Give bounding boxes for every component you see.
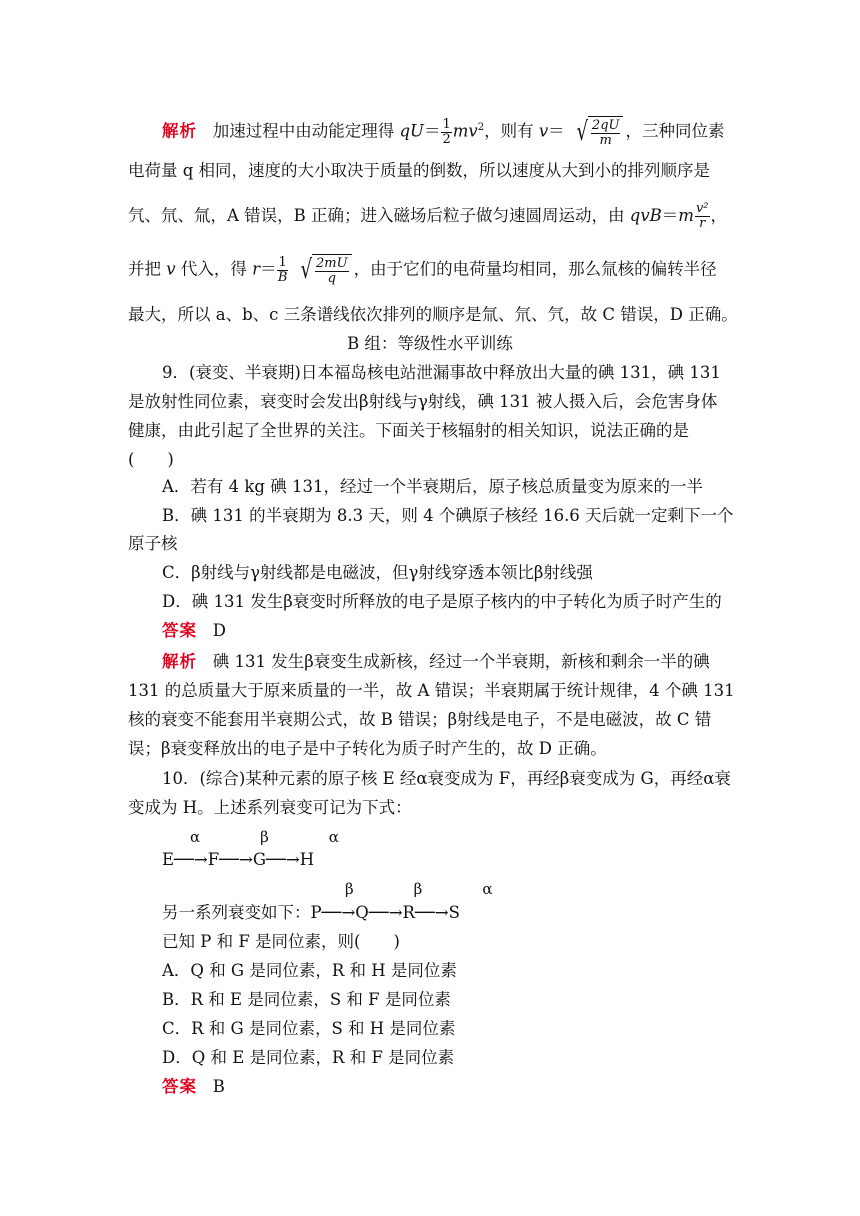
answer-label: 答案 [162,621,197,640]
analysis-text: 代入，得 [180,259,247,279]
q9-analysis-2: 131 的总质量大于原来质量的一半，故 A 错误；半衰期属于统计规律，4 个碘 131 [128,681,735,700]
q10-line-1: 10．(综合)某种元素的原子核 E 经α衰变成为 F，再经β衰变成为 G，再经α衰 [162,769,731,788]
q10-option-c: C．R 和 G 是同位素，S 和 H 是同位素 [162,1019,456,1038]
analysis-line-2: 电荷量 q 相同，速度的大小取决于质量的倒数，所以速度从大到小的排列顺序是 [128,161,711,180]
section-heading: B 组：等级性水平训练 [347,334,513,353]
analysis-text: 加速过程中由动能定理得 [212,121,395,141]
answer-label: 答案 [162,1077,197,1096]
q9-option-b: B．碘 131 的半衰期为 8.3 天，则 4 个碘原子核经 16.6 天后就一定剩下一个 [162,506,734,525]
analysis-label: 解析 [162,121,197,141]
q10-answer [162,1076,225,1098]
analysis-text: 氕、氘、氚，A 错误，B 正确；进入磁场后粒子做匀速圆周运动，由 [128,206,625,225]
answer-value: D [212,621,226,640]
decay-labels-2: β β α [345,880,493,898]
analysis-text: ，由于它们的电荷量均相同，那么氚核的偏转半径 [353,259,717,279]
q9-analysis-1 [162,651,710,673]
q9-analysis-4: 误；β衰变释放出的电子是中子转化为质子时产生的，故 D 正确。 [128,739,607,758]
answer-value: B [212,1077,225,1096]
q9-option-a: A．若有 4 kg 碘 131，经过一个半衰期后，原子核总质量变为原来的一半 [162,477,703,496]
q9-analysis-3: 核的衰变不能套用半衰期公式，故 B 错误；β射线是电子，不是电磁波，故 C 错 [128,710,712,729]
analysis-text: 并把 [128,259,161,279]
q9-line-3: 健康，由此引起了全世界的关注。下面关于核辐射的相关知识，说法正确的是 [128,421,689,440]
sqrt: √ $\frac{2mU}{q}$ [296,254,352,286]
q9-line-1: 9．(衰变、半衰期)日本福岛核电站泄漏事故中释放出大量的碘 131，碘 131 [162,363,721,382]
analysis-text: ，三种同位素 [625,121,725,141]
q10-condition: 已知 P 和 F 是同位素，则( ) [162,932,400,951]
analysis-text: ，则有 [484,121,534,141]
decay-chain-2 [162,902,460,924]
fraction: $\frac{\text{v²}}{r}$ [695,201,709,231]
q9-line-2: 是放射性同位素，衰变时会发出β射线与γ射线，碘 131 被人摄入后，会危害身体 [128,392,718,411]
analysis-text: 碘 131 发生β衰变生成新核，经过一个半衰期，新核和剩余一半的碘 [212,652,710,671]
analysis-line-3: 氕、氘、氚，A 错误，B 正确；进入磁场后粒子做匀速圆周运动，由 qvB＝m $\frac{\text{v²}}{r}$ ， [128,201,728,231]
q10-option-b: B．R 和 E 是同位素，S 和 F 是同位素 [162,990,451,1009]
q10-option-a: A．Q 和 G 是同位素，R 和 H 是同位素 [162,961,457,980]
q9-option-c: C．β射线与γ射线都是电磁波，但γ射线穿透本领比β射线强 [162,563,593,582]
decay-chain-1: E──→F──→G──→H [162,850,315,869]
chain-formula: P──→Q──→R──→S [310,903,460,922]
formula: mv [452,121,478,141]
chain-prefix: 另一系列衰变如下： [162,903,311,922]
q9-line-4: ( ) [128,450,174,469]
analysis-line-5: 最大，所以 a、b、c 三条谱线依次排列的顺序是氚、氘、氕，故 C 错误，D 正确。 [128,305,738,324]
analysis-line-1: 解析 加速过程中由动能定理得 qU＝ $\frac{1}{2}$ $mv^2$，则有 v＝ √ $\frac{2qU}{m}$ ，三种同位素 [162,116,725,148]
formula: v [538,121,549,141]
q9-answer [162,620,226,642]
analysis-label: 解析 [162,652,197,671]
q9-option-b-cont: 原子核 [128,534,178,553]
analysis-line-4: 并把 v 代入，得 r＝ $\frac{1}{B}$ √ $\frac{2mU}{q}$ ，由于它们的电荷量均相同，那么氚核的偏转半径 [128,254,717,286]
formula: qU [399,121,424,141]
q10-line-2: 变成为 H。上述系列衰变可记为下式： [128,798,412,817]
fraction: $\frac{1}{2}$ [442,116,451,147]
formula: qvB [629,206,662,225]
q10-option-d: D．Q 和 E 是同位素，R 和 F 是同位素 [162,1048,455,1067]
decay-labels-1: α β α [190,828,339,846]
fraction: $\frac{1}{B}$ [277,254,288,285]
q9-option-d: D．碘 131 发生β衰变时所释放的电子是原子核内的中子转化为质子时产生的 [162,592,722,611]
sqrt: √ $\frac{2qU}{m}$ [572,116,624,148]
